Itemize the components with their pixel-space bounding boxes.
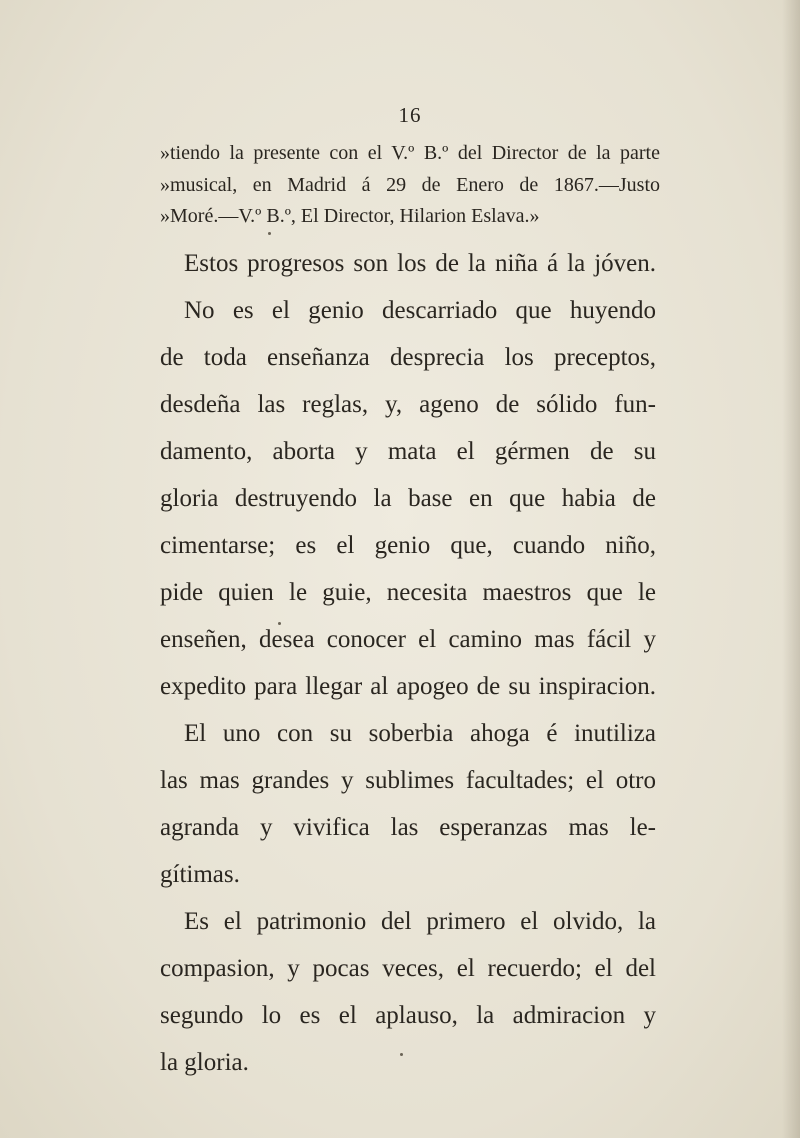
paragraph-line: de toda enseñanza desprecia los preceptos, xyxy=(160,344,656,371)
quote-block xyxy=(160,138,660,233)
paragraph-line: El uno con su soberbia ahoga é inutiliza xyxy=(184,720,656,747)
paragraph-line: pide quien le guie, necesita maestros que le xyxy=(160,579,656,606)
paragraph-line: Estos progresos son los de la niña á la jóven. xyxy=(184,250,656,277)
paragraph-line: las mas grandes y sublimes facultades; el otro xyxy=(160,767,656,794)
quote-line: »musical, en Madrid á 29 de Enero de 1867.—Justo xyxy=(160,173,660,196)
paragraph-line: No es el genio descarriado que huyendo xyxy=(184,297,656,324)
page-edge-shadow xyxy=(782,0,800,1138)
ink-speck xyxy=(268,232,271,235)
quote-line: »tiendo la presente con el V.º B.º del Director de la parte xyxy=(160,142,660,164)
body-text xyxy=(160,240,656,1086)
quote-line: »Moré.—V.º B.º, El Director, Hilarion Eslava.» xyxy=(160,205,540,227)
paragraph-line: gloria destruyendo la base en que habia de xyxy=(160,485,656,512)
paragraph-line: segundo lo es el aplauso, la admiracion y xyxy=(160,1002,656,1029)
paragraph-line: agranda y vivifica las esperanzas mas le- xyxy=(160,814,656,841)
paragraph-line: damento, aborta y mata el gérmen de su xyxy=(160,438,656,465)
ink-speck xyxy=(278,622,281,625)
paragraph-line: compasion, y pocas veces, el recuerdo; el del xyxy=(160,955,656,982)
ink-speck xyxy=(400,1053,403,1056)
paragraph-line: desdeña las reglas, y, ageno de sólido fun- xyxy=(160,391,656,418)
paragraph-line: enseñen, desea conocer el camino mas fácil y xyxy=(160,626,656,653)
paragraph-line: Es el patrimonio del primero el olvido, la xyxy=(184,908,656,935)
page-number: 16 xyxy=(398,103,422,127)
paragraph-line: gítimas. xyxy=(160,861,240,888)
paragraph-line: expedito para llegar al apogeo de su inspiracion. xyxy=(160,673,656,700)
paragraph-line: cimentarse; es el genio que, cuando niño, xyxy=(160,532,656,559)
paragraph-line: la gloria. xyxy=(160,1049,249,1076)
